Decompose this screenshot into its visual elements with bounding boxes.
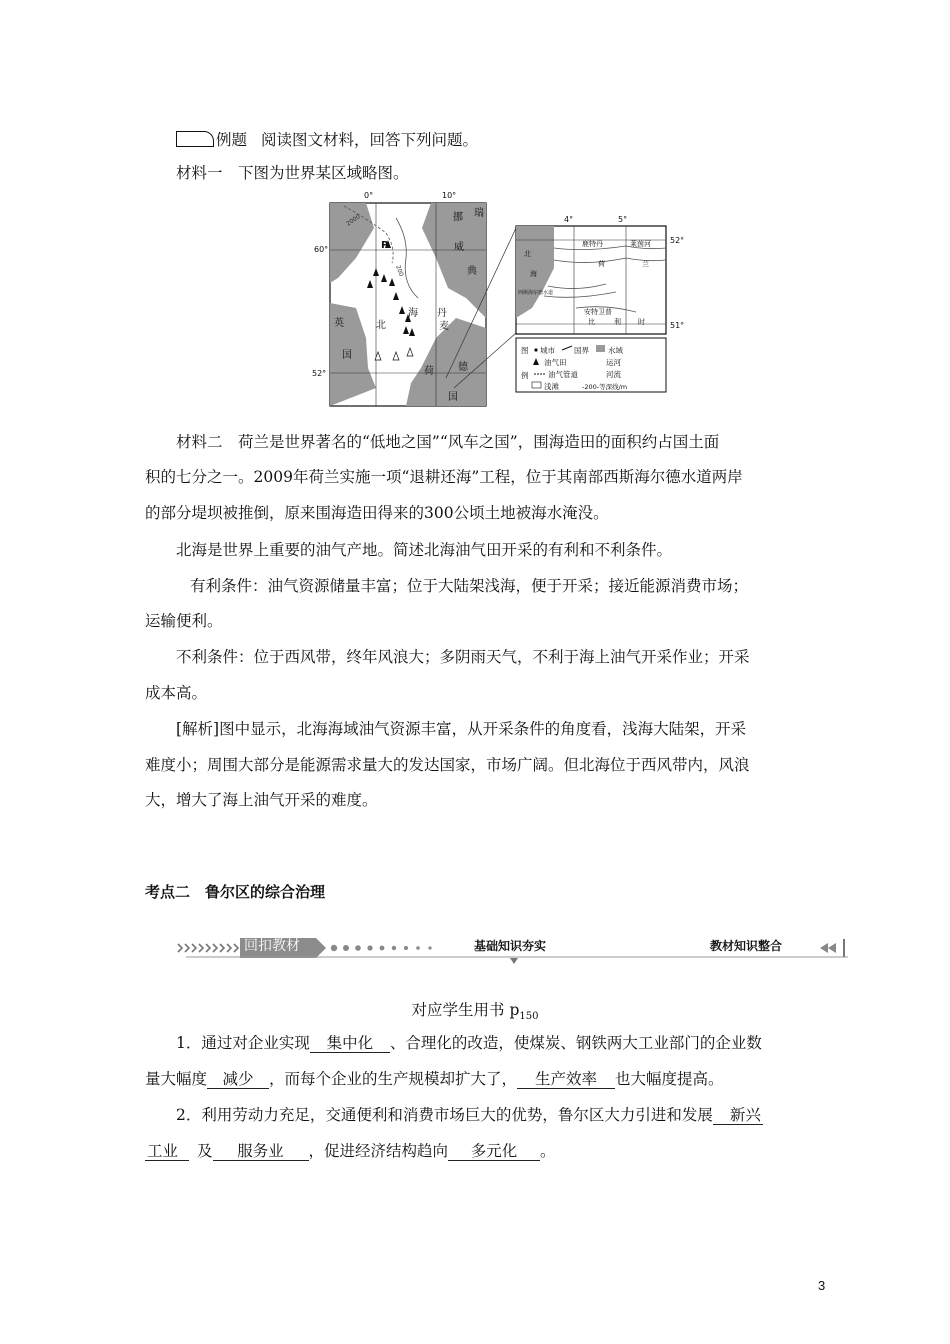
item1-text-5: 也大幅度提高。 [615, 1070, 724, 1088]
analysis-line-3: 大，增大了海上油气开采的难度。 [145, 791, 378, 809]
answer-favorable-2: 运输便利。 [145, 612, 223, 630]
map-legend [516, 338, 666, 392]
material2-line-3: 的部分堤坝被推倒，原来围海造田得来的300公顷土地被海水淹没。 [145, 504, 609, 522]
item1-line2 [145, 1069, 724, 1089]
svg-text:图: 图 [521, 346, 529, 355]
svg-text:国: 国 [448, 392, 458, 403]
banner-arrows-icon [178, 944, 238, 952]
reference-text: 对应学生用书 p [411, 1001, 520, 1019]
answer-unfavorable-2: 成本高。 [145, 684, 208, 702]
svg-text:10°: 10° [442, 191, 457, 200]
material2-line-2: 积的七分之一。2009年荷兰实施一项“退耕还海”工程，位于其南部西斯海尔德水道两岸 [145, 468, 743, 486]
svg-text:瑞: 瑞 [474, 208, 484, 219]
item2-line1 [176, 1105, 763, 1125]
analysis-line-1: [解析]图中显示，北海海域油气资源丰富，从开采条件的角度看，浅海大陆架，开采 [176, 720, 747, 738]
svg-text:海: 海 [530, 270, 537, 278]
material2-line-1: 材料二 荷兰是世界著名的“低地之国”“风车之国”，围海造田的面积约占国土面 [176, 433, 720, 451]
svg-text:60°: 60° [314, 245, 329, 254]
svg-text:0°: 0° [364, 191, 374, 200]
answer-unfavorable-1: 不利条件：位于西风带，终年风浪大；多阴雨天气，不利于海上油气开采作业；开采 [176, 648, 750, 666]
region-map-figure [312, 188, 696, 410]
svg-text:莱茵河: 莱茵河 [630, 240, 651, 248]
svg-text:北: 北 [524, 250, 531, 258]
svg-text:丹: 丹 [437, 308, 447, 319]
item2-text-1: 2．利用劳动力充足，交通便利和消费市场巨大的优势，鲁尔区大力引进和发展 [176, 1106, 713, 1124]
question-text: 北海是世界上重要的油气产地。简述北海油气田开采的有利和不利条件。 [176, 541, 673, 559]
item1-text-3: 量大幅度 [145, 1070, 208, 1088]
item2-line2 [145, 1141, 556, 1161]
svg-text:兰: 兰 [642, 260, 649, 268]
reference-line [0, 998, 950, 1022]
banner-left-label: 回扣教材 [244, 938, 300, 954]
svg-text:利: 利 [614, 318, 621, 326]
section-title: 考点二 鲁尔区的综合治理 [145, 883, 326, 901]
svg-text:荷: 荷 [424, 366, 434, 377]
example-tag: 例题 [216, 131, 248, 149]
svg-text:时: 时 [638, 318, 645, 326]
svg-text:河流: 河流 [606, 370, 621, 379]
svg-text:安特卫普: 安特卫普 [584, 308, 612, 316]
svg-text:国: 国 [342, 350, 352, 361]
svg-text:城市: 城市 [540, 346, 555, 355]
example-tag-box [176, 131, 214, 147]
svg-text:例: 例 [521, 371, 529, 380]
svg-text:油气管道: 油气管道 [548, 370, 578, 379]
item2-text-3: ，促进经济结构趋向 [308, 1142, 449, 1160]
svg-text:2000: 2000 [345, 213, 362, 228]
svg-text:威: 威 [454, 242, 464, 253]
svg-text:西斯海尔德水道: 西斯海尔德水道 [518, 290, 554, 296]
svg-text:-200-等深线/m: -200-等深线/m [582, 383, 628, 391]
item1-blank-3: 生产效率 [517, 1070, 615, 1089]
item1-blank-1: 集中化 [310, 1034, 390, 1053]
item2-text-4: 。 [540, 1142, 556, 1160]
svg-text:典: 典 [467, 266, 477, 277]
svg-text:比: 比 [588, 318, 595, 326]
svg-text:北: 北 [376, 320, 386, 331]
svg-text:200: 200 [394, 264, 405, 278]
svg-text:51°: 51° [670, 321, 685, 330]
page-number: 3 [818, 1278, 826, 1293]
svg-text:52°: 52° [312, 369, 327, 378]
svg-text:运河: 运河 [606, 358, 621, 367]
answer-favorable-1: 有利条件：油气资源储量丰富；位于大陆架浅海，便于开采；接近能源消费市场； [190, 577, 749, 595]
svg-text:油气田: 油气田 [544, 358, 567, 367]
svg-text:浅滩: 浅滩 [544, 382, 559, 391]
material-one: 材料一 下图为世界某区域略图。 [176, 164, 409, 182]
item2-text-2: 及 [197, 1142, 213, 1160]
svg-text:4°: 4° [564, 215, 574, 224]
item1-line1 [176, 1033, 762, 1053]
svg-text:挪: 挪 [453, 212, 463, 223]
item1-blank-2: 减少 [207, 1070, 269, 1089]
item2-blank-3: 多元化 [448, 1142, 540, 1161]
svg-text:P: P [381, 240, 389, 251]
reference-page: 150 [519, 1011, 539, 1023]
svg-text:水域: 水域 [608, 346, 623, 355]
item1-text-1: 1．通过对企业实现 [176, 1034, 310, 1052]
item2-blank-1b: 工业 [145, 1142, 189, 1161]
analysis-line-2: 难度小；周围大部分是能源需求量大的发达国家，市场广阔。但北海位于西风带内，风浪 [145, 756, 750, 774]
item1-text-4: ，而每个企业的生产规模却扩大了， [269, 1070, 518, 1088]
inset-map [516, 215, 684, 334]
svg-text:鹿特丹: 鹿特丹 [582, 240, 603, 248]
main-map [312, 191, 486, 406]
svg-text:52°: 52° [670, 236, 685, 245]
svg-text:5°: 5° [618, 215, 628, 224]
svg-text:海: 海 [408, 308, 418, 319]
svg-text:麦: 麦 [439, 321, 449, 332]
svg-text:荷: 荷 [598, 260, 605, 268]
item1-text-2: 、合理化的改造，使煤炭、钢铁两大工业部门的企业数 [389, 1034, 762, 1052]
item2-blank-1a: 新兴 [713, 1106, 763, 1125]
example-instruction: 阅读图文材料，回答下列问题。 [261, 131, 479, 149]
svg-text:英: 英 [334, 318, 344, 329]
example-header [176, 130, 478, 150]
svg-text:国界: 国界 [574, 346, 589, 355]
item2-blank-2: 服务业 [213, 1142, 309, 1161]
banner-middle-label: 基础知识夯实 [474, 939, 547, 953]
banner-right-label: 教材知识整合 [710, 939, 783, 953]
svg-text:德: 德 [458, 362, 468, 373]
